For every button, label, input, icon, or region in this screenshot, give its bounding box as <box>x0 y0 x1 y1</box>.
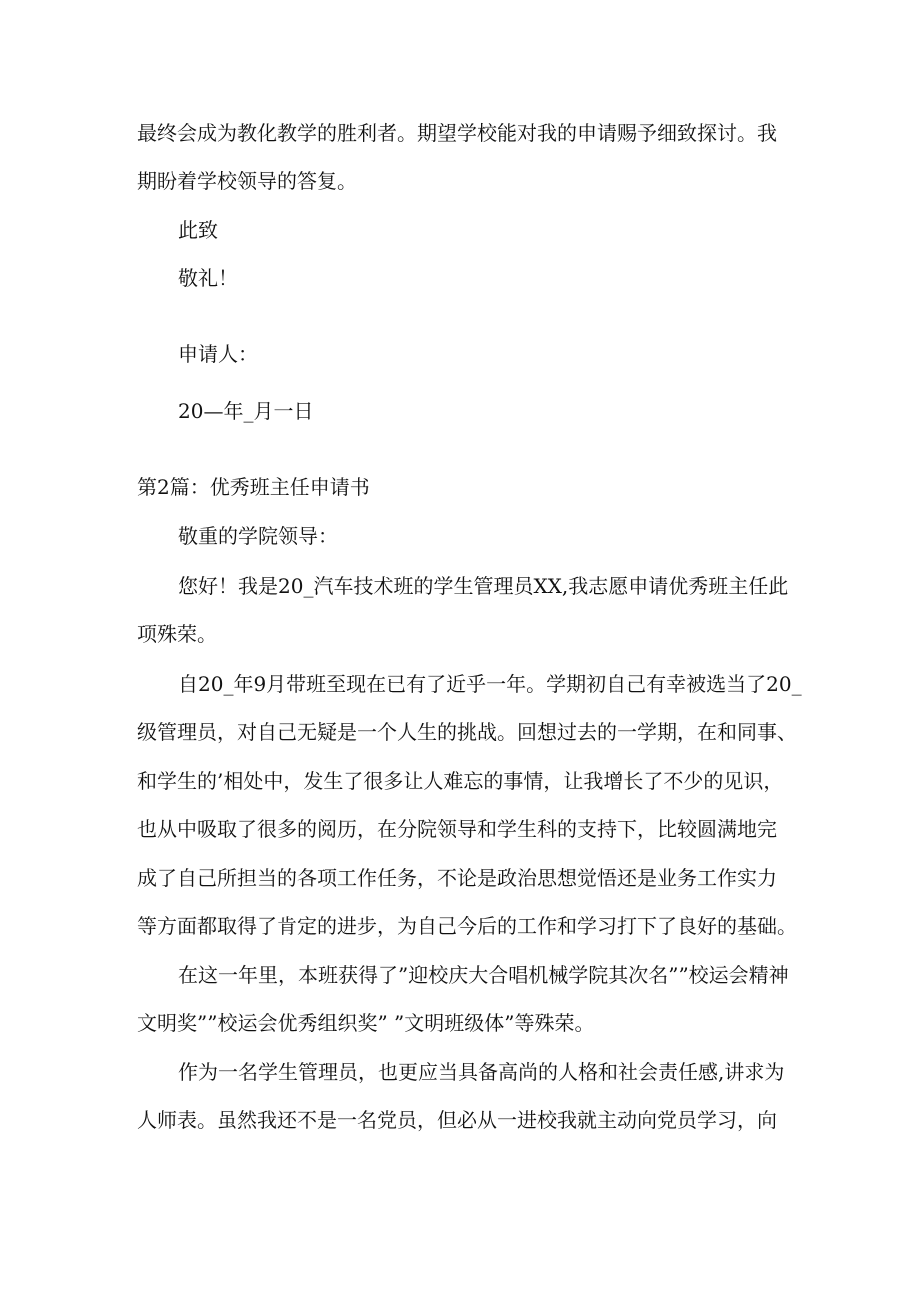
paragraph-line-14: 人师表。虽然我还不是一名党员，但必从一进校我就主动向党员学习，向 <box>137 1108 777 1132</box>
paragraph-line-8: 也从中吸取了很多的阅历，在分院领导和学生科的支持下，比较圆满地完 <box>137 817 777 841</box>
paragraph-line-3: 您好！我是20_汽车技术班的学生管理员XX,我志愿申请优秀班主任此 <box>178 574 789 598</box>
paragraph-line-2: 期盼着学校领导的答复。 <box>137 169 357 193</box>
paragraph-line-12: 文明奖””校运会优秀组织奖” ”文明班级体”等殊荣。 <box>137 1011 595 1035</box>
paragraph-line-1: 最终会成为教化教学的胜利者。期望学校能对我的申请赐予细致探讨。我 <box>137 121 777 145</box>
date-line: 20—年_月一日 <box>178 399 314 423</box>
paragraph-line-6: 级管理员，对自己无疑是一个人生的挑战。回想过去的一学期，在和同事、 <box>137 720 797 744</box>
paragraph-line-5: 自20_年9月带班至现在已有了近乎一年。学期初自己有幸被选当了20_ <box>178 672 802 696</box>
paragraph-line-9: 成了自己所担当的各项工作任务，不论是政治思想觉悟还是业务工作实力 <box>137 866 777 890</box>
closing-regards: 敬礼！ <box>178 266 238 290</box>
closing-salutation: 此致 <box>178 218 218 242</box>
paragraph-line-4: 项殊荣。 <box>137 622 217 646</box>
greeting-addressee: 敬重的学院领导： <box>178 524 338 548</box>
paragraph-line-13: 作为一名学生管理员，也更应当具备高尚的人格和社会责任感,讲求为 <box>178 1060 785 1084</box>
paragraph-line-10: 等方面都取得了肯定的进步，为自己今后的工作和学习打下了良好的基础。 <box>137 914 797 938</box>
section-title: 第2篇：优秀班主任申请书 <box>137 475 370 499</box>
applicant-label: 申请人： <box>178 342 258 366</box>
paragraph-line-7: 和学生的’相处中，发生了很多让人难忘的事情，让我增长了不少的见识， <box>137 769 784 793</box>
paragraph-line-11: 在这一年里，本班获得了”迎校庆大合唱机械学院其次名””校运会精神 <box>178 963 789 987</box>
